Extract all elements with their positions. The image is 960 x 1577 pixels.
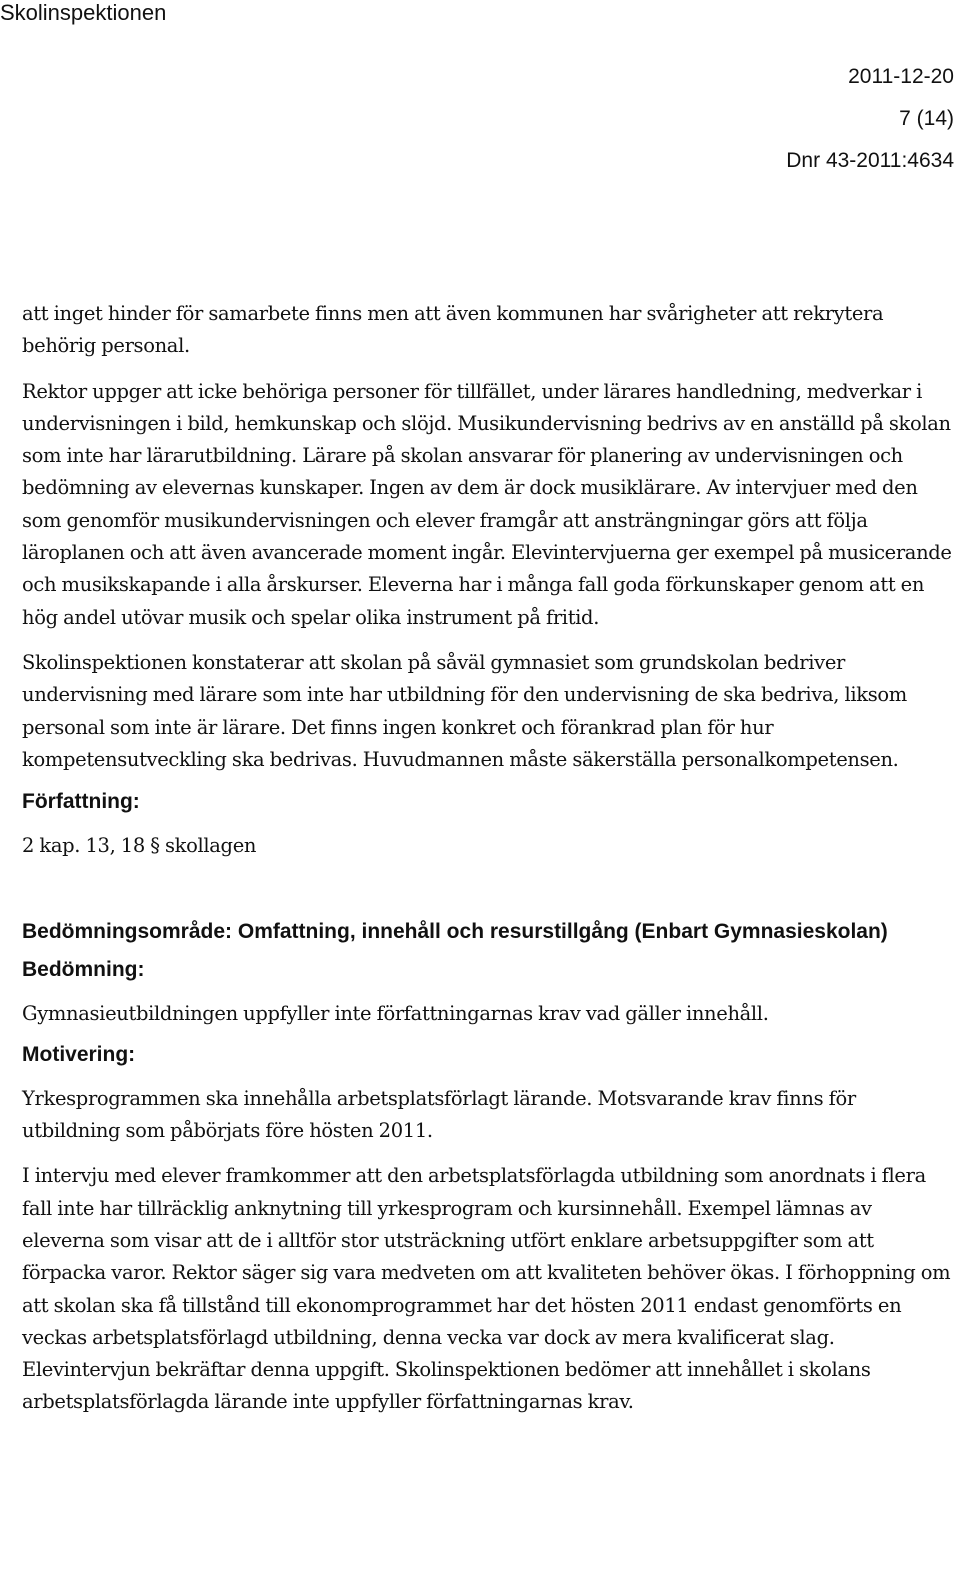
motivering-heading: Motivering:: [22, 1042, 136, 1066]
paragraph-recruitment: att inget hinder för samarbete finns men att även kommunen har svårigheter att rekrytera behörig personal.: [22, 302, 884, 358]
forfattning-reference: 2 kap. 13, 18 § skollagen: [22, 834, 257, 858]
forfattning-heading: Författning:: [22, 790, 140, 814]
paragraph-rector-statement: Rektor uppger att icke behöriga personer för tillfället, under lärares handledning, medverkar i undervisningen i bild, hemkunskap och slöjd. Musikundervisning bedrivs av en anställd på skolan som inte har lärarutbildning. Lärare på skolan ansvarar för planering av undervisningen och bedömning av elevernas kunskaper. Ingen av dem är dock musiklärare. Av intervjuer med den som genomför musikundervisningen och elever framgår att ansträngningar görs att följa läroplanen och att även avancerade moment ingår. Elevintervjuerna ger exempel på musicerande och musikskapande i alla årskurser. Eleverna har i många fall goda förkunskaper genom att en hög andel utövar musik och spelar olika instrument på fritid.: [22, 379, 952, 629]
organization-name: Skolinspektionen: [0, 0, 167, 25]
motivering-paragraph-1: Yrkesprogrammen ska innehålla arbetsplatsförlagt lärande. Motsvarande krav finns för utbildning som påbörjats före hösten 2011.: [22, 1086, 856, 1143]
page-number: 7 (14): [899, 107, 954, 130]
bedomning-text: Gymnasieutbildningen uppfyller inte författningarnas krav vad gäller innehåll.: [22, 1002, 769, 1026]
document-body: [22, 298, 954, 1419]
diary-number: Dnr 43-2011:4634: [786, 149, 954, 172]
assessment-area-title: Bedömningsområde: Omfattning, innehåll och resurstillgång (Enbart Gymnasieskolan): [22, 920, 888, 944]
document-date: 2011-12-20: [848, 65, 954, 88]
bedomning-heading: Bedömning:: [22, 958, 145, 982]
paragraph-conclusion: Skolinspektionen konstaterar att skolan på såväl gymnasiet som grundskolan bedriver undervisning med lärare som inte har utbildning för den undervisning de ska bedriva, liksom personal som inte är lärare. Det finns ingen konkret och förankrad plan för hur kompetensutveckling ska bedrivas. Huvudmannen måste säkerställa personalkompetensen.: [22, 650, 907, 771]
motivering-paragraph-2: I intervju med elever framkommer att den arbetsplatsförlagda utbildning som anordnats i flera fall inte har tillräcklig anknytning till yrkesprogram och kursinnehåll. Exempel lämnas av eleverna som visar att de i alltför stor utsträckning utfört enklare arbetsuppgifter som att förpacka varor. Rektor säger sig vara medveten om att kvaliteten behöver ökas. I förhoppning om att skolan ska få tillstånd till ekonomprogrammet har det hösten 2011 endast genomförts en veckas arbetsplatsförlagd utbildning, denna vecka var dock av mera kvalificerat slag. Elevintervjun bekräftar denna uppgift. Skolinspektionen bedömer att innehållet i skolans arbetsplatsförlagda lärande inte uppfyller författningarnas krav.: [22, 1164, 951, 1414]
